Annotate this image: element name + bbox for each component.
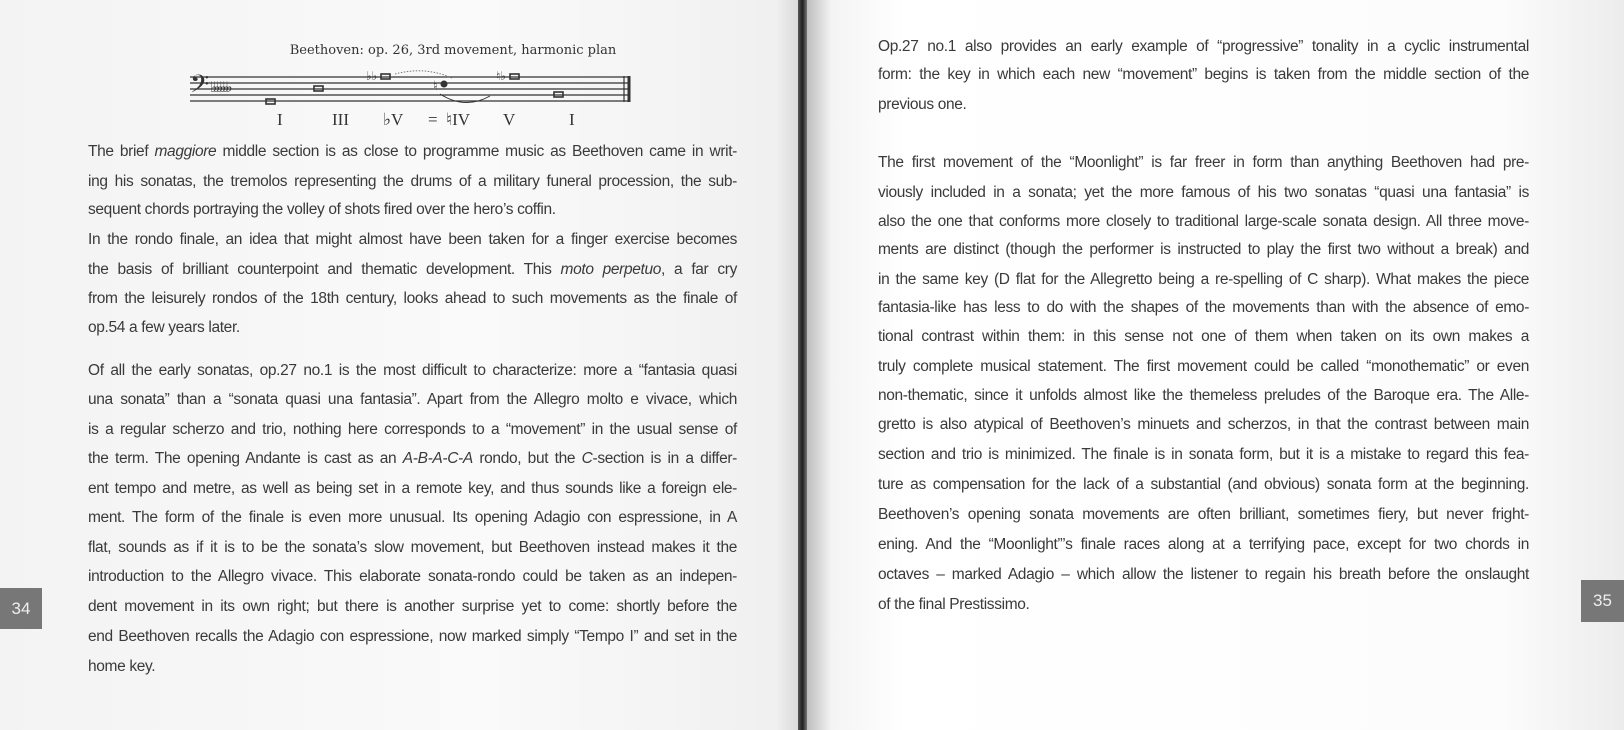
text-run: in the same key (D flat for the Allegretto being a re-spelling of C sharp). What makes the piece xyxy=(878,271,1529,288)
text-line xyxy=(878,297,1529,319)
text-run: ent tempo and metre, as well as being set in a remote key, and thus sounds like a foreign ele- xyxy=(88,480,737,497)
page-number-left: 34 xyxy=(0,588,42,629)
text-run: introduction to the Allegro vivace. This elaborate sonata-rondo could be taken as an indepen- xyxy=(88,568,737,585)
text-line xyxy=(88,199,737,221)
text-line xyxy=(878,414,1529,436)
text-run: tional contrast within them: in this sense not one of them when taken on its own makes a xyxy=(878,328,1529,345)
text-run: Op.27 no.1 also provides an early example of “progressive” tonality in a cyclic instrumental xyxy=(878,38,1529,55)
text-run: truly complete musical statement. The first movement could be called “monothematic” or even xyxy=(878,358,1529,375)
text-run: home key. xyxy=(88,658,156,675)
text-line xyxy=(88,626,737,648)
text-run: The first movement of the “Moonlight” is far freer in form than anything Beethoven had pre- xyxy=(878,154,1529,171)
text-line xyxy=(88,259,737,281)
text-line xyxy=(878,474,1529,496)
text-line xyxy=(878,594,1529,616)
text-run: end Beethoven recalls the Adagio con espressione, now marked simply “Tempo I” and set in the xyxy=(88,628,737,645)
text-run: , a far cry xyxy=(661,261,737,278)
harmonic-plan-staff xyxy=(190,70,635,110)
text-run: of the final Prestissimo. xyxy=(878,596,1030,613)
harmonic-label: ♮IV xyxy=(446,110,471,129)
text-run: -section is in a differ- xyxy=(592,450,737,467)
text-run: ment. The form of the finale is even more unusual. Its opening Adagio con espressione, in A xyxy=(88,509,737,526)
text-line xyxy=(878,385,1529,407)
text-run: ments are distinct (though the performer is instructed to play the first two without a break) and xyxy=(878,241,1529,258)
text-run: form: the key in which each new “movement” begins is taken from the middle section of the xyxy=(878,66,1529,83)
text-line xyxy=(878,504,1529,526)
text-line xyxy=(88,229,737,251)
text-line xyxy=(878,211,1529,233)
text-run: also the one that conforms more closely to traditional large-scale sonata design. All three move- xyxy=(878,213,1529,230)
right-page xyxy=(807,0,1624,730)
text-line xyxy=(88,419,737,441)
text-run: gretto is also atypical of Beethoven’s minuets and scherzos, in that the contrast between main xyxy=(878,416,1529,433)
text-run: op.54 a few years later. xyxy=(88,319,240,336)
text-run: the term. The opening Andante is cast as an xyxy=(88,450,403,467)
text-run: octaves – marked Adagio – which allow the listener to regain his breath before the onslaught xyxy=(878,566,1529,583)
text-line xyxy=(878,36,1529,58)
text-line xyxy=(878,182,1529,204)
text-line xyxy=(878,94,1529,116)
text-line xyxy=(878,444,1529,466)
text-line xyxy=(88,566,737,588)
text-line xyxy=(88,656,737,678)
harmonic-label: III xyxy=(332,110,349,129)
text-run: una sonata” than a “sonata quasi una fantasia”. Apart from the Allegro molto e vivace, which xyxy=(88,391,737,408)
figure-caption: Beethoven: op. 26, 3rd movement, harmonic plan xyxy=(289,43,617,58)
text-line xyxy=(878,239,1529,261)
text-run: section and trio is minimized. The finale is in sonata form, but it is a mistake to regard this fea- xyxy=(878,446,1529,463)
svg-text:𝄢: 𝄢 xyxy=(190,70,210,105)
text-run: middle section is as close to programme music as Beethoven came in writ- xyxy=(216,143,737,160)
text-run: fantasia-like has less to do with the shapes of the movements than with the absence of emo- xyxy=(878,299,1529,316)
text-run: is a regular scherzo and trio, nothing here corresponds to a “movement” in the usual sense of xyxy=(88,421,737,438)
text-line xyxy=(88,317,737,339)
text-run: Beethoven’s opening sonata movements are often brilliant, sometimes fiery, but never fright- xyxy=(878,506,1529,523)
text-line xyxy=(878,152,1529,174)
text-run: In the rondo finale, an idea that might almost have been taken for a finger exercise becomes xyxy=(88,231,737,248)
text-run: from the leisurely rondos of the 18th century, looks ahead to such movements as the finale of xyxy=(88,290,737,307)
italic-text: C xyxy=(581,450,593,467)
svg-text:♭♭: ♭♭ xyxy=(366,70,378,83)
text-line xyxy=(878,564,1529,586)
text-run: ing his sonatas, the tremolos representing the drums of a military funeral procession, the sub- xyxy=(88,173,737,190)
text-line xyxy=(88,171,737,193)
harmonic-label: = xyxy=(428,110,438,129)
text-run: non-thematic, since it unfolds almost like the themeless preludes of the Baroque era. The Alle- xyxy=(878,387,1529,404)
text-line xyxy=(88,448,737,470)
text-run: Of all the early sonatas, op.27 no.1 is the most difficult to characterize: more a “fantasia quasi xyxy=(88,362,737,379)
text-line xyxy=(88,389,737,411)
harmonic-label: I xyxy=(569,110,575,129)
text-line xyxy=(88,478,737,500)
text-run: The brief xyxy=(88,143,155,160)
text-run: dent movement in its own right; but there is another surprise yet to come: shortly before the xyxy=(88,598,737,615)
text-line xyxy=(878,356,1529,378)
text-run: the basis of brilliant counterpoint and thematic development. This xyxy=(88,261,561,278)
italic-text: maggiore xyxy=(154,143,217,160)
italic-text: A-B-A-C-A xyxy=(402,450,473,467)
text-line xyxy=(88,596,737,618)
text-run: viously included in a sonata; yet the more famous of his two sonatas “quasi una fantasia” is xyxy=(878,184,1529,201)
text-run: flat, sounds as if it is to be the sonata’s slow movement, but Beethoven instead makes it the xyxy=(88,539,737,556)
text-run: sequent chords portraying the volley of shots fired over the hero’s coffin. xyxy=(88,201,556,218)
text-line xyxy=(88,141,737,163)
italic-text: moto perpetuo xyxy=(560,261,662,278)
text-run: rondo, but the xyxy=(472,450,582,467)
text-run: previous one. xyxy=(878,96,967,113)
text-line xyxy=(88,507,737,529)
svg-text:♮: ♮ xyxy=(433,78,438,93)
harmonic-label: V xyxy=(503,110,516,129)
svg-text:♮♭: ♮♭ xyxy=(496,70,506,83)
svg-text:♭♭♭♭♭♭: ♭♭♭♭♭♭ xyxy=(210,78,229,96)
text-line xyxy=(878,269,1529,291)
text-line xyxy=(88,537,737,559)
text-line xyxy=(878,64,1529,86)
book-spine xyxy=(798,0,807,730)
page-number-right: 35 xyxy=(1581,580,1624,622)
text-line xyxy=(88,288,737,310)
text-run: ening. And the “Moonlight”’s finale races along at a terrifying pace, except for two chords in xyxy=(878,536,1529,553)
text-line xyxy=(878,534,1529,556)
left-page xyxy=(0,0,800,730)
harmonic-label: ♭V xyxy=(383,110,404,129)
harmonic-label: I xyxy=(277,110,283,129)
text-run: ture as compensation for the lack of a substantial (and obvious) sonata form at the beginning. xyxy=(878,476,1529,493)
text-line xyxy=(88,360,737,382)
text-line xyxy=(878,326,1529,348)
